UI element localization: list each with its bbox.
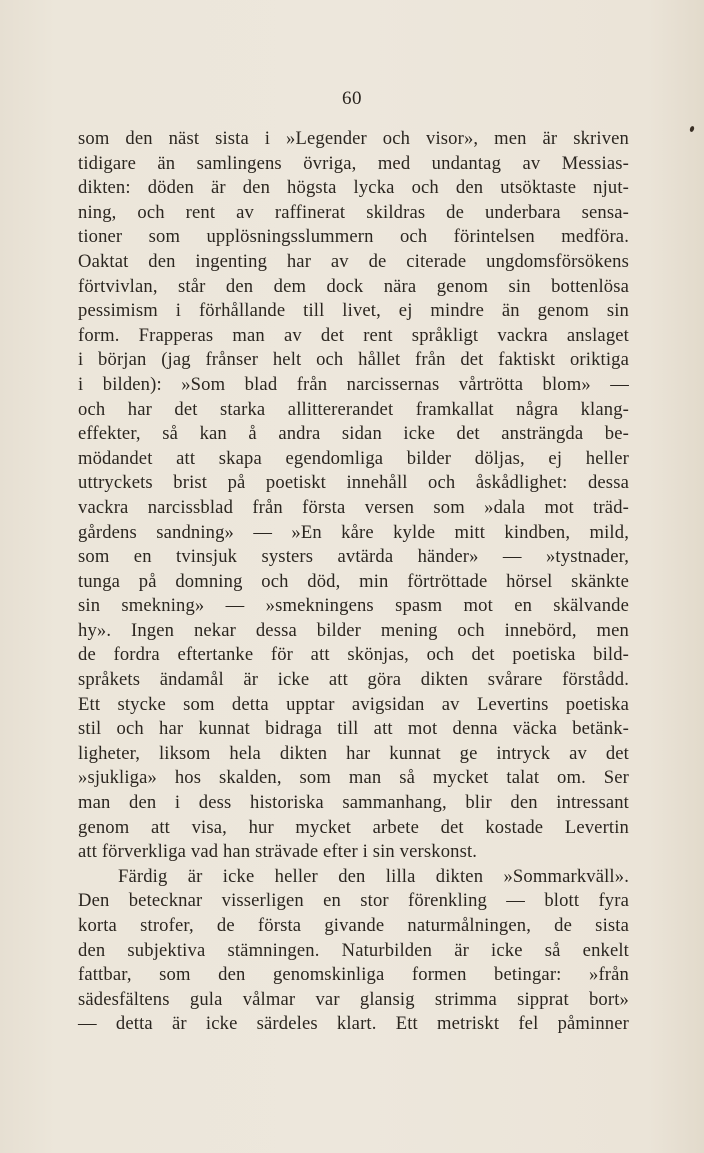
- text-line: och har det starka allittererandet framkallat några klang-: [78, 398, 629, 420]
- text-line: vackra narcissblad från första versen som »dala mot träd-: [78, 496, 629, 518]
- text-line: tioner som upplösningsslummern och förintelsen medföra.: [78, 226, 629, 248]
- text-line: genom att visa, hur mycket arbete det kostade Levertin: [78, 816, 629, 838]
- text-line: man den i dess historiska sammanhang, blir den intressant: [78, 792, 629, 814]
- text-line: effekter, så kan å andra sidan icke det ansträngda be-: [78, 423, 629, 445]
- text-line: stil och har kunnat bidraga till att mot denna väcka betänk-: [78, 718, 629, 740]
- text-line: Oaktat den ingenting har av de citerade ungdomsförsökens: [78, 250, 629, 272]
- page-number: 60: [342, 88, 362, 109]
- text-line: ligheter, liksom hela dikten har kunnat ge intryck av det: [78, 742, 629, 764]
- text-line: tunga på domning och död, min förtröttade hörsel skänkte: [78, 570, 629, 592]
- text-line: i början (jag frånser helt och hållet från det faktiskt oriktiga: [78, 349, 629, 371]
- text-line: sädesfältens gula vålmar var glansig strimma sipprat bort»: [78, 988, 629, 1010]
- text-line: ning, och rent av raffinerat skildras de underbara sensa-: [78, 201, 629, 223]
- text-line: hy». Ingen nekar dessa bilder mening och innebörd, men: [78, 619, 629, 641]
- text-line: språkets ändamål är icke att göra dikten svårare förstådd.: [78, 669, 629, 691]
- text-line: förtvivlan, står den dem dock nära genom sin bottenlösa: [78, 275, 629, 297]
- text-line: — detta är icke särdeles klart. Ett metriskt fel påminner: [78, 1013, 629, 1035]
- text-line: fattbar, som den genomskinliga formen betingar: »från: [78, 964, 629, 986]
- body-text: [78, 127, 629, 1037]
- text-line: mödandet att skapa egendomliga bilder döljas, ej heller: [78, 447, 629, 469]
- text-line: form. Frapperas man av det rent språkligt vackra anslaget: [78, 324, 629, 346]
- text-line: i bilden): »Som blad från narcissernas vårtrötta blom» —: [78, 373, 629, 395]
- text-line: uttryckets brist på poetiskt innehåll och åskådlighet: dessa: [78, 472, 629, 494]
- text-line: »sjukliga» hos skalden, som man så mycket talat om. Ser: [78, 767, 629, 789]
- text-line: som en tvinsjuk systers avtärda händer» — »tystnader,: [78, 546, 629, 568]
- text-line: korta strofer, de första givande naturmålningen, de sista: [78, 915, 629, 936]
- text-line: pessimism i förhållande till livet, ej mindre än genom sin: [78, 300, 629, 322]
- text-line: Den betecknar visserligen en stor förenkling — blott fyra: [78, 890, 629, 912]
- text-line: som den näst sista i »Legender och visor», men är skriven: [78, 128, 629, 149]
- text-line: dikten: döden är den högsta lycka och den utsöktaste njut-: [78, 177, 629, 199]
- text-line: de fordra eftertanke för att skönjas, och det poetiska bild-: [78, 644, 629, 666]
- text-line: sin smekning» — »smekningens spasm mot en skälvande: [78, 595, 629, 617]
- text-line: gårdens sandning» — »En kåre kylde mitt kindben, mild,: [78, 521, 629, 543]
- ink-speck: [689, 125, 695, 132]
- text-line: tidigare än samlingens övriga, med undantag av Messias-: [78, 152, 629, 174]
- text-line: den subjektiva stämningen. Naturbilden är icke så enkelt: [78, 939, 629, 961]
- paragraph-end-line: att förverkliga vad han strävade efter i sin verskonst.: [78, 841, 478, 863]
- text-line: Ett stycke som detta upptar avigsidan av Levertins poetiska: [78, 693, 629, 715]
- paragraph-start-line: Färdig är icke heller den lilla dikten »Sommarkväll».: [118, 865, 629, 887]
